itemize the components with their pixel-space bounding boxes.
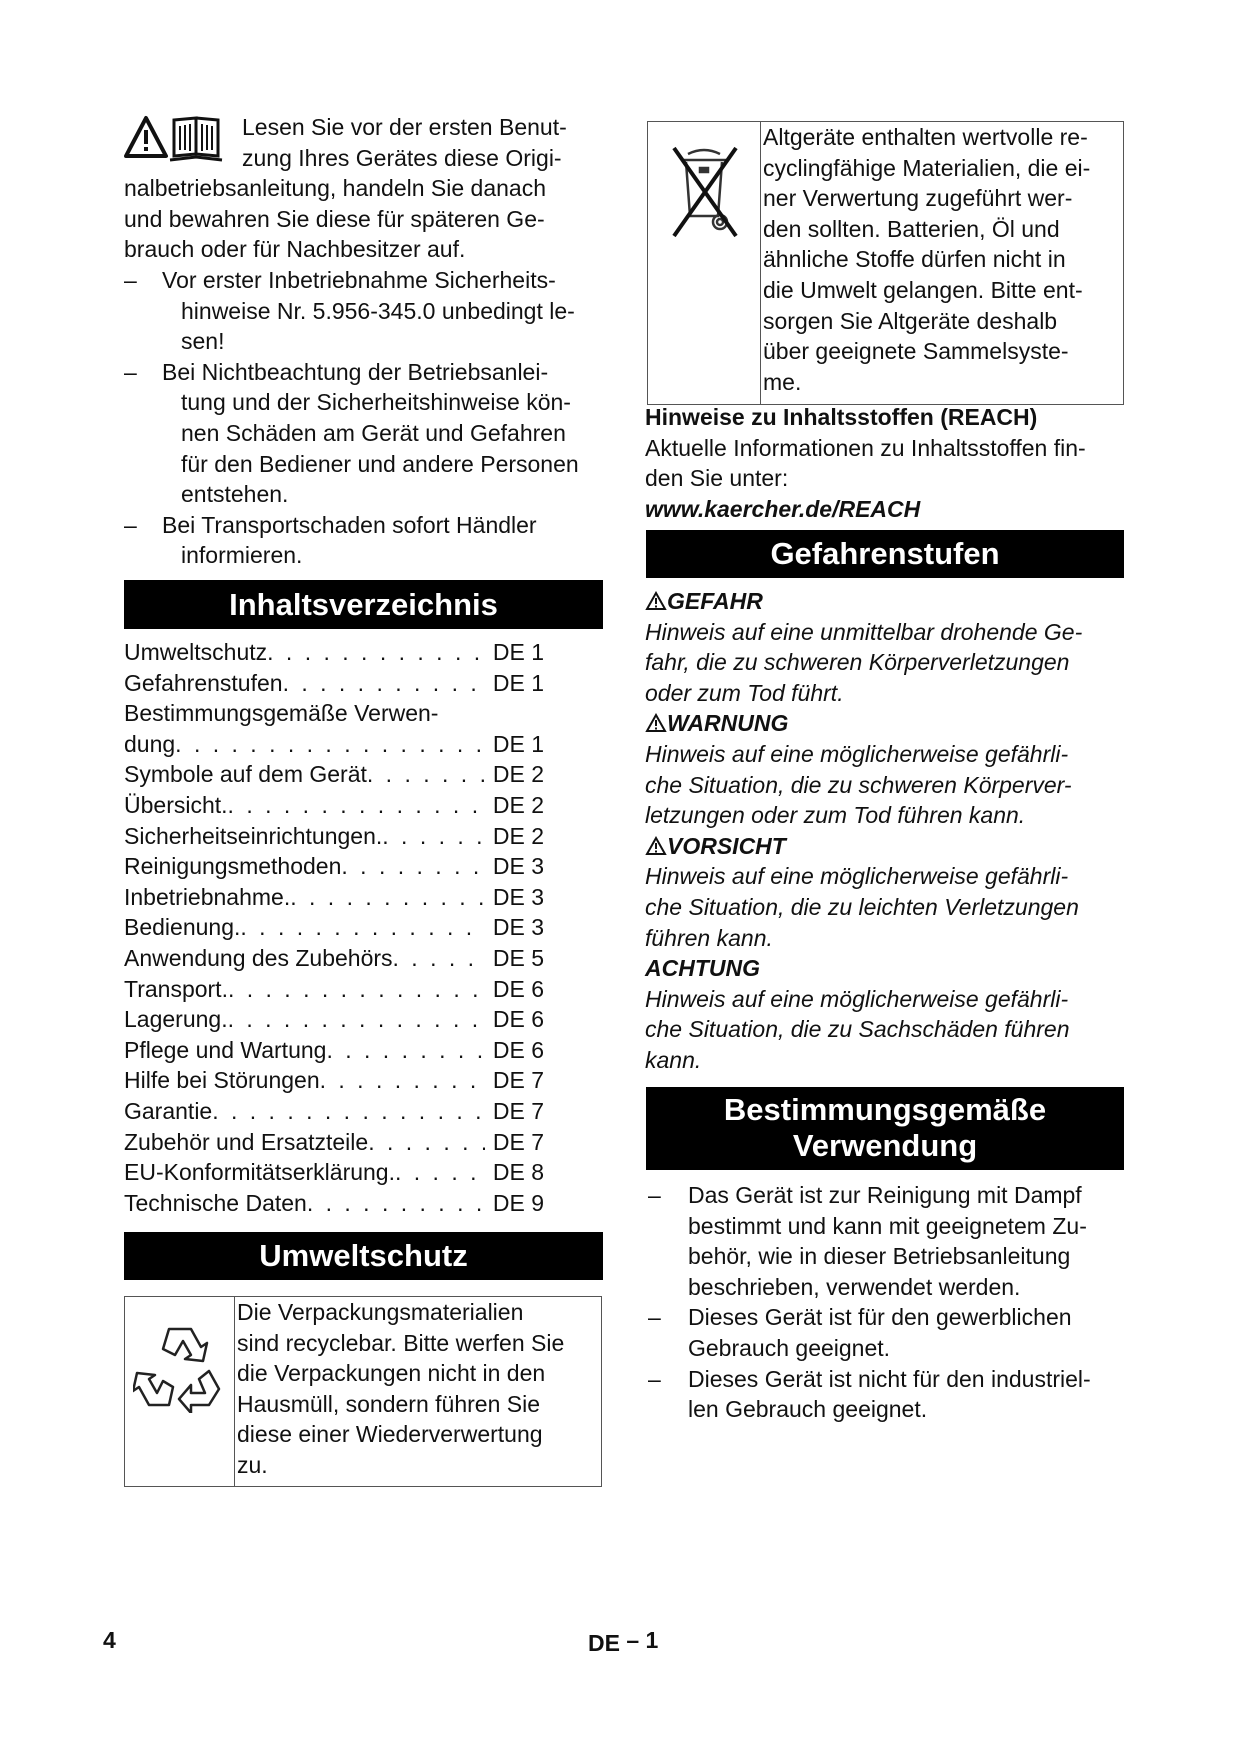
level-line: che Situation, die zu Sachschäden führen [645,1016,1070,1043]
intro-line: brauch oder für Nachbesitzer auf. [124,236,466,263]
reach-link[interactable]: www.kaercher.de/REACH [645,495,921,522]
reach-heading: Hinweise zu Inhaltsstoffen (REACH) [645,404,1038,430]
toc-item-page: DE 8 [492,1159,544,1186]
toc-item-page: DE 3 [492,914,544,941]
level-line: kann. [645,1046,702,1073]
bullet-line: Bei Nichtbeachtung der Betriebsanlei- [162,358,549,385]
toc-item-label: Bestimmungsgemäße Verwen- [124,700,439,727]
toc-item-label: Gefahrenstufen [124,669,283,696]
toc-item-page: DE 1 [492,730,544,757]
bullet-line: für den Bediener und andere Personen [181,450,579,477]
intro-bullet [124,265,604,357]
level-title [645,586,1135,617]
bullet-dash: – [648,1365,661,1392]
warning-triangle-icon [645,713,667,733]
toc-item-label: Transport. [124,975,228,1002]
bestimmung-heading [646,1087,1124,1170]
altgeraete-line: cyclingfähige Materialien, die ei- [763,154,1091,181]
bullet-line: Gebrauch geeignet. [688,1334,891,1361]
bullet-line: len Gebrauch geeignet. [688,1396,928,1423]
footer-index: 1 [645,1627,659,1653]
toc-item-page: DE 7 [492,1097,544,1124]
toc-item-page: DE 7 [492,1128,544,1155]
toc-item[interactable] [124,759,544,790]
weee-icon-cell [648,122,761,404]
intro-line: zung Ihres Gerätes diese Origi- [242,144,562,171]
toc-item-label: Umweltschutz [124,639,268,665]
toc-item-label: Sicherheitseinrichtungen. [124,822,383,849]
level-line: führen kann. [645,924,773,951]
bestimmung-bullet [648,1302,1128,1363]
altgeraete-line: Altgeräte enthalten wertvolle re- [763,124,1088,150]
level-line: letzungen oder zum Tod führen kann. [645,802,1026,829]
level-line: che Situation, die zu leichten Verletzungen [645,893,1079,920]
toc-item-page: DE 6 [492,1006,544,1033]
altgeraete-line: den sollten. Batterien, Öl und [763,215,1060,242]
footer-page-number: 4 [103,1627,116,1653]
recycling-icon [133,1319,227,1413]
toc-item-label: Pflege und Wartung [124,1036,327,1063]
warning-triangle-icon [645,591,667,611]
toc-item-label: Garantie [124,1097,213,1124]
recycling-text [235,1297,566,1486]
umweltschutz-heading-text: Umweltschutz [259,1238,468,1273]
intro-bullet [124,357,604,510]
recycling-line: diese einer Wiederverwertung [237,1421,543,1448]
bullet-dash: – [124,266,137,293]
bestimmung-heading-line: Verwendung [792,1128,978,1163]
toc-item[interactable] [124,668,544,699]
altgeraete-line: me. [763,368,802,395]
toc-item-page: DE 2 [492,761,544,788]
toc-item-page: DE 3 [492,853,544,880]
recycling-icon-cell [125,1297,235,1486]
toc-item-page: DE 6 [492,1036,544,1063]
altgeraete-box [647,121,1124,405]
intro-icons [124,112,232,172]
toc-item-page: DE 2 [492,822,544,849]
toc-item-page: DE 7 [492,1067,544,1094]
level-line: Hinweis auf eine möglicherweise gefährli- [645,740,1069,767]
bullet-line: entstehen. [181,481,289,508]
level-line: oder zum Tod führt. [645,679,844,706]
bullet-line: Dieses Gerät ist für den gewerblichen [688,1304,1072,1331]
toc-item-label: Symbole auf dem Gerät [124,761,367,788]
level-warnung [645,708,1135,830]
level-title-text: WARNUNG [667,710,789,737]
toc-item-label: Übersicht. [124,791,228,818]
level-title [645,953,1135,984]
reach-line: Aktuelle Informationen zu Inhaltsstoffen fin- [645,434,1086,461]
recycling-line: sind recyclebar. Bitte werfen Sie [237,1329,565,1356]
toc-heading [124,580,603,629]
recycling-line: Die Verpackungsmaterialien [237,1299,524,1325]
intro-line: Lesen Sie vor der ersten Benut- [242,114,567,140]
bullet-line: Das Gerät ist zur Reinigung mit Dampf [688,1182,1082,1208]
toc-item[interactable] [124,974,544,1005]
umweltschutz-heading [124,1232,603,1280]
manual-book-icon [170,118,222,160]
level-line: Hinweis auf eine unmittelbar drohende Ge- [645,618,1083,645]
altgeraete-text [761,122,1092,404]
intro-bullet [124,510,604,571]
toc-item-label: dung [124,730,176,757]
toc-item-label: Anwendung des Zubehörs [124,944,393,971]
crossed-bin-icon [660,138,748,248]
gefahrenstufen-heading [646,530,1124,578]
toc-item[interactable] [124,637,544,668]
altgeraete-line: ner Verwertung zugeführt wer- [763,185,1073,212]
level-line: Hinweis auf eine möglicherweise gefährli- [645,863,1069,890]
intro-section [124,112,604,571]
level-line: che Situation, die zu schweren Körperver- [645,771,1072,798]
toc-item-label: Lagerung. [124,1006,228,1033]
toc-item[interactable] [124,1096,544,1127]
toc-item-page: DE 9 [492,1189,544,1216]
toc-item-label: Hilfe bei Störungen [124,1067,320,1094]
toc-list [124,637,544,1218]
bullet-line: Dieses Gerät ist nicht für den industriel- [688,1365,1091,1392]
toc-item-page: DE 1 [492,639,544,665]
warning-triangle-icon [645,836,667,856]
bestimmung-bullet [648,1364,1128,1425]
toc-item[interactable] [124,1127,544,1158]
bullet-dash: – [124,511,137,538]
bullet-line: informieren. [181,542,303,569]
reach-section [645,402,1135,524]
toc-item-label: Reinigungsmethoden [124,853,342,880]
bullet-line: behör, wie in dieser Betriebsanleitung [688,1243,1071,1270]
toc-item-page: DE 2 [492,791,544,818]
bullet-line: nen Schäden am Gerät und Gefahren [181,419,566,446]
footer-separator: – [626,1627,640,1653]
bestimmung-bullet [648,1180,1128,1302]
toc-item[interactable] [124,790,544,821]
toc-item[interactable] [124,943,544,974]
level-title [645,831,1135,862]
bullet-dash: – [648,1182,661,1208]
gefahrenstufen-heading-text: Gefahrenstufen [770,536,1000,571]
toc-item[interactable] [124,729,544,760]
bullet-dash: – [124,358,137,385]
altgeraete-line: über geeignete Sammelsyste- [763,338,1069,365]
bullet-line: hinweise Nr. 5.956-345.0 unbedingt le- [181,297,575,324]
toc-item[interactable] [124,1157,544,1188]
level-vorsicht [645,831,1135,953]
bullet-line: beschrieben, verwendet werden. [688,1273,1021,1300]
bullet-line: tung und der Sicherheitshinweise kön- [181,389,571,416]
bullet-line: Bei Transportschaden sofort Händler [162,511,537,538]
toc-item[interactable] [124,821,544,852]
recycling-line: Hausmüll, sondern führen Sie [237,1390,540,1417]
altgeraete-line: die Umwelt gelangen. Bitte ent- [763,276,1083,303]
toc-item-page: DE 3 [492,883,544,910]
bullet-line: sen! [181,328,225,355]
toc-item-page: DE 1 [492,669,544,696]
toc-item[interactable] [124,912,544,943]
level-achtung [645,953,1135,1075]
level-title-text: ACHTUNG [645,955,760,982]
recycling-line: die Verpackungen nicht in den [237,1360,546,1387]
toc-item-label: Zubehör und Ersatzteile [124,1128,369,1155]
toc-item-label: Technische Daten [124,1189,307,1216]
altgeraete-line: sorgen Sie Altgeräte deshalb [763,307,1058,334]
reach-line: den Sie unter: [645,465,789,492]
level-line: fahr, die zu schweren Körperverletzungen [645,649,1070,676]
bullet-line: Vor erster Inbetriebnahme Sicherheits- [162,266,556,293]
level-title-text: VORSICHT [667,832,786,859]
altgeraete-line: ähnliche Stoffe dürfen nicht in [763,246,1066,273]
toc-heading-text: Inhaltsverzeichnis [229,587,498,622]
level-title [645,708,1135,739]
warning-icon [124,112,232,168]
toc-item[interactable] [124,1188,544,1219]
toc-item[interactable] [124,1065,544,1096]
intro-line: und bewahren Sie diese für späteren Ge- [124,205,545,232]
level-title-text: GEFAHR [667,588,763,614]
gefahrenstufen-list [645,586,1135,1076]
toc-item-label: Bedienung. [124,914,241,941]
level-gefahr [645,586,1135,708]
toc-item[interactable] [124,882,544,913]
toc-item-label: Inbetriebnahme. [124,883,291,910]
recycling-box [124,1296,602,1487]
bestimmung-heading-line: Bestimmungsgemäße [723,1092,1047,1127]
footer-page-label [588,1627,658,1657]
bullet-dash: – [648,1304,661,1331]
bullet-line: bestimmt und kann mit geeignetem Zu- [688,1212,1087,1239]
footer-section: DE [588,1630,620,1656]
toc-item[interactable] [124,1035,544,1066]
recycling-line: zu. [237,1451,268,1478]
level-line: Hinweis auf eine möglicherweise gefährli- [645,985,1069,1012]
toc-item-label: EU-Konformitätserklärung. [124,1159,395,1186]
toc-item[interactable] [124,851,544,882]
toc-item[interactable] [124,698,544,729]
toc-item-page: DE 6 [492,975,544,1002]
bestimmung-list [648,1180,1128,1425]
toc-item-page: DE 5 [492,944,544,971]
intro-line: nalbetriebsanleitung, handeln Sie danach [124,175,546,202]
toc-item[interactable] [124,1004,544,1035]
